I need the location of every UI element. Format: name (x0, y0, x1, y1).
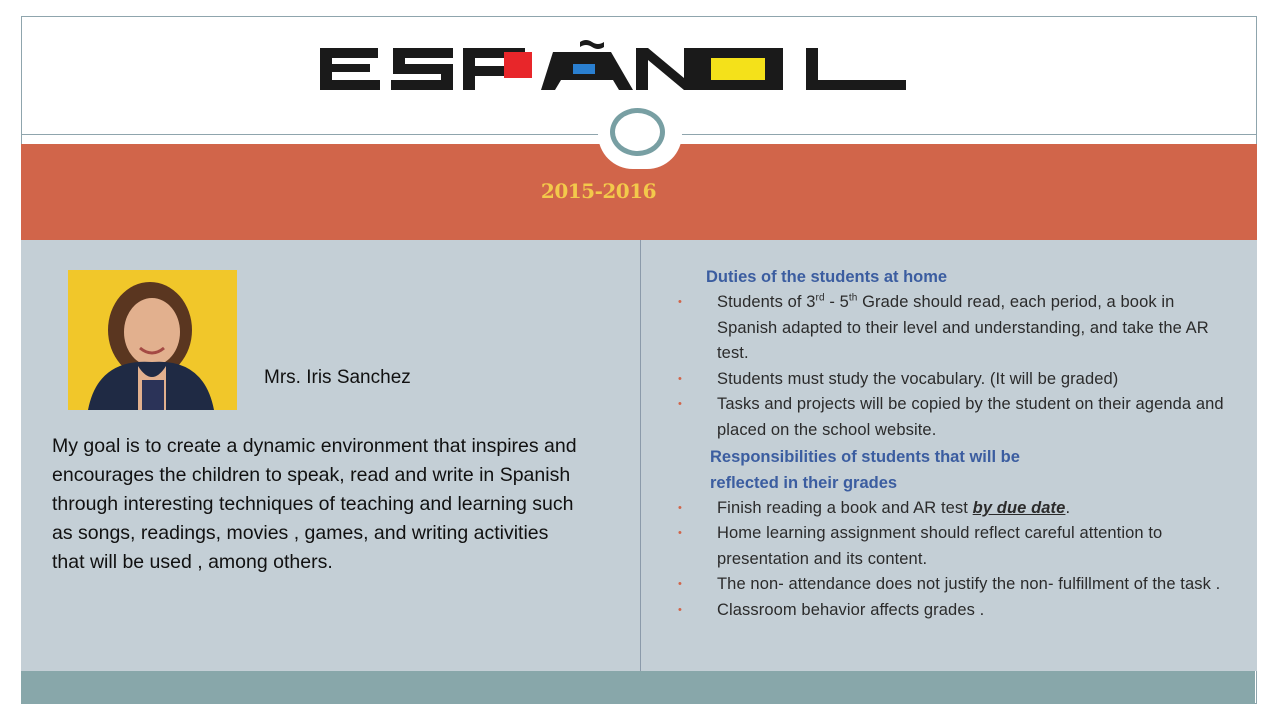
list-item: • Finish reading a book and AR test by due date. (676, 496, 1236, 522)
column-divider (640, 240, 641, 671)
footer-band (21, 671, 1255, 704)
duties-list (676, 290, 1236, 444)
bullet-icon: • (678, 527, 682, 540)
bullet-icon: • (678, 296, 682, 308)
bullet-icon: • (678, 603, 682, 616)
list-item: • Students of 3rd - 5th Grade should read, each period, a book in Spanish adapted to their level and understanding, and take the AR test. (676, 290, 1236, 367)
duties-title: Duties of the students at home (706, 268, 948, 286)
due-date-emphasis: by due date (972, 498, 1066, 517)
school-year: 2015-2016 (540, 179, 657, 203)
bullet-icon: • (678, 398, 682, 411)
circle-ornament (610, 108, 665, 156)
teacher-goal: My goal is to create a dynamic environment that inspires and encourages the children to speak, read and write in Spanish through interesting techniques of teaching and learning such as songs, readings, movies , games, and writing activities that will be used , among others. (52, 435, 577, 573)
list-item: • Tasks and projects will be copied by the student on their agenda and placed on the school website. (676, 392, 1236, 443)
espanol-logo (318, 40, 913, 95)
responsibilities-title: Responsibilities of students that will be reflected in their grades (710, 447, 1020, 492)
list-item: • The non- attendance does not justify the non- fulfillment of the task . (676, 572, 1236, 598)
bullet-icon: • (678, 372, 682, 385)
teacher-photo (68, 270, 237, 410)
list-item: • Students must study the vocabulary. (It will be graded) (676, 367, 1236, 393)
bullet-icon: • (678, 501, 682, 514)
list-item: • Classroom behavior affects grades . (676, 598, 1236, 624)
teacher-name: Mrs. Iris Sanchez (264, 367, 411, 388)
duties-panel (676, 264, 1236, 624)
bullet-icon: • (678, 578, 682, 591)
list-item: • Home learning assignment should reflect careful attention to presentation and its content. (676, 521, 1236, 572)
responsibilities-list (676, 496, 1236, 624)
